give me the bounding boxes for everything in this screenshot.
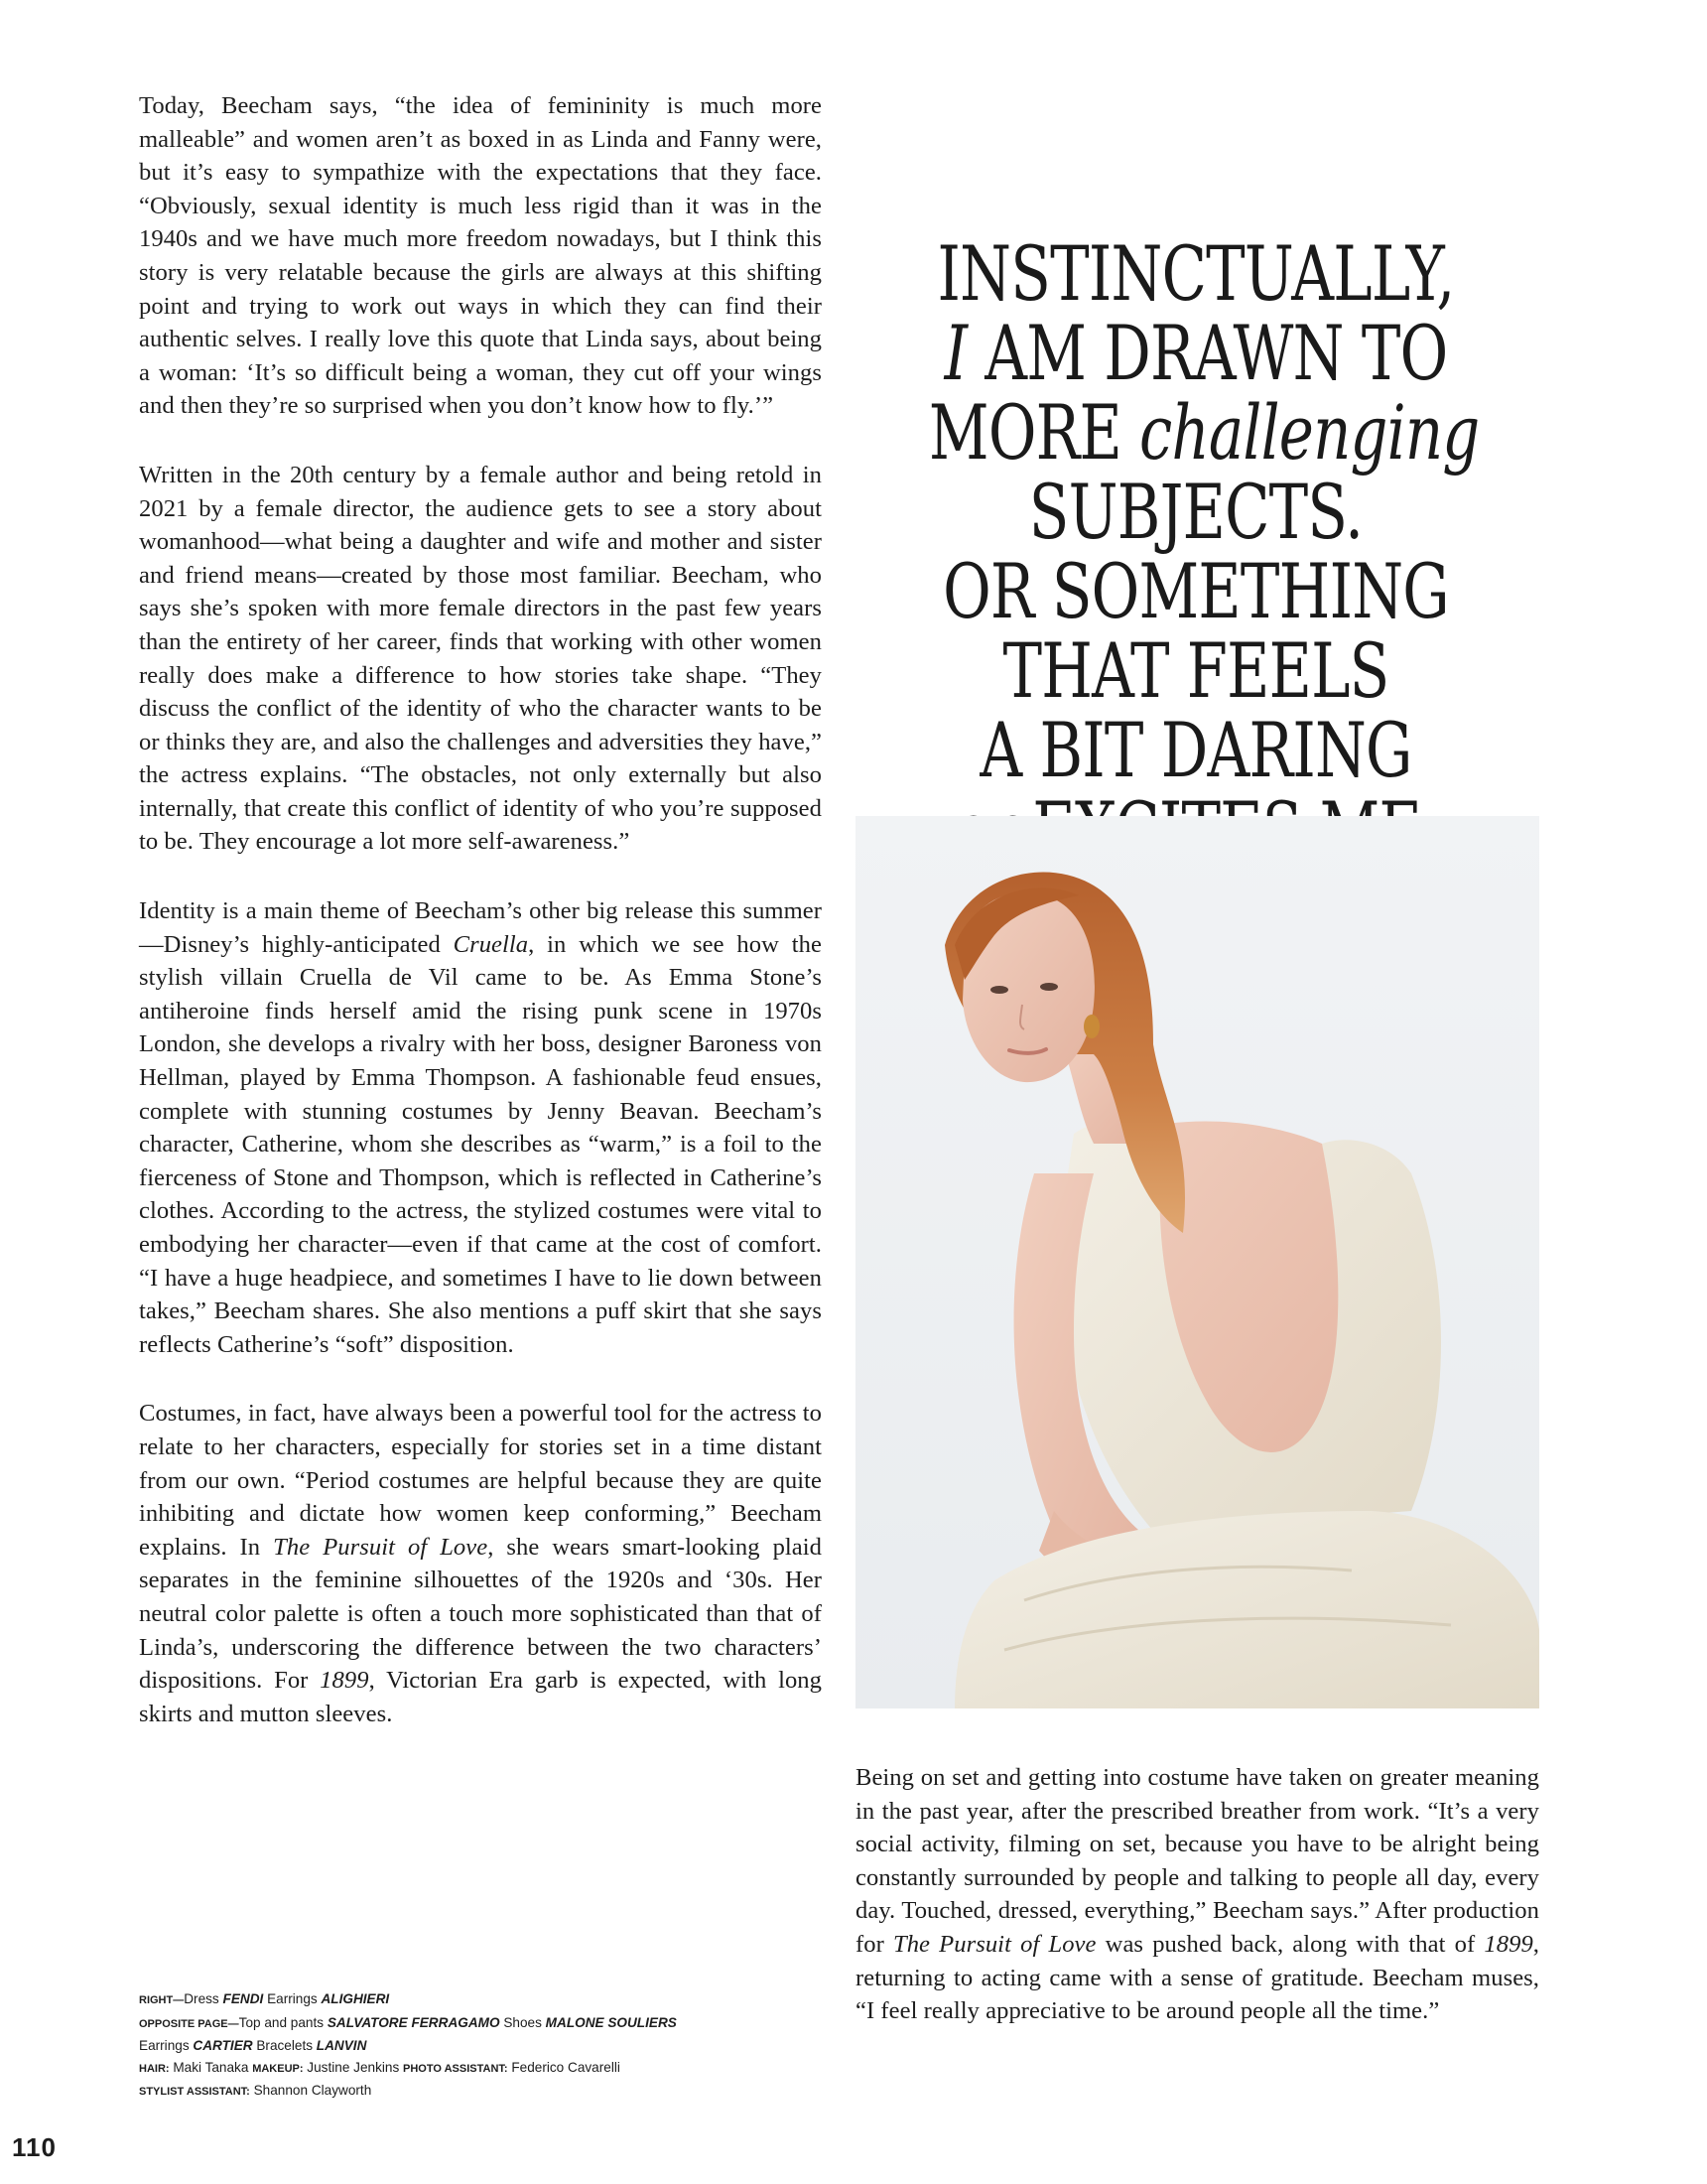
photo-credits <box>139 1988 774 2104</box>
pull-quote <box>928 229 1480 870</box>
credit-line: STYLIST ASSISTANT: Shannon Clayworth <box>139 2083 372 2098</box>
credit-line: OPPOSITE PAGE—Top and pants SALVATORE FERRAGAMO Shoes MALONE SOULIERS <box>139 2014 677 2030</box>
article-paragraph: Today, Beecham says, “the idea of femininity is much more malleable” and women aren’t as boxed in as Linda and Fanny were, but it’s easy to sympathize with the expectations that they face. “Obviously, sexual identity is much less rigid than it was in the 1940s and we have much more freedom nowadays, but I think this story is very relatable because the girls are always at this shifting point and trying to work out ways in which they can find their authentic selves. I really love this quote that Linda says, about being a woman: ‘It’s so difficult being a woman, they cut off your wings and then they’re so surprised when you don’t know how to fly.’” <box>139 92 822 420</box>
paragraph-text: Identity is a main theme of Beecham’s other big release this summer—Disney’s highly-anticipated <box>139 897 822 958</box>
paragraph-text: Being on set and getting into costume have taken on greater meaning in the past year, after the prescribed breather from work. “It’s a very social activity, filming on set, because you have to be alright being constantly surrounded by people and talking to people all day, every day. Touched, dressed, everything,” Beecham says.” After production for <box>855 1764 1539 1958</box>
article-paragraph <box>139 894 822 1361</box>
paragraph-text: Costumes, in fact, have always been a powerful tool for the actress to relate to her characters, especially for stories set in a time distant from our own. “Period costumes are helpful because they are quite inhibiting and dictate how women keep conforming,” Beecham explains. In <box>139 1400 822 1561</box>
pull-quote-line: INSTINCTUALLY, <box>937 229 1455 318</box>
paragraph-text: , she wears smart-looking plaid separates in the feminine silhouettes of the 1920s and ‘30s. Her neutral color palette is often a touch more sophisticated than that of Linda’s, underscoring the difference between the two characters’ dispositions. For <box>139 1533 823 1695</box>
film-title-pursuit-of-love: The Pursuit of Love <box>273 1533 488 1561</box>
credit-line: HAIR: Maki Tanaka MAKEUP: Justine Jenkins PHOTO ASSISTANT: Federico Cavarelli <box>139 2059 620 2075</box>
credit-line: RIGHT—Dress FENDI Earrings ALIGHIERI <box>139 1991 390 2006</box>
film-title-cruella: Cruella <box>453 930 529 958</box>
pull-quote-line: SUBJECTS. <box>1028 468 1364 556</box>
credit-line: Earrings CARTIER Bracelets LANVIN <box>139 2038 367 2053</box>
page-number: 110 <box>12 2132 57 2162</box>
article-left-column <box>139 89 822 1766</box>
portrait-photo <box>855 816 1539 1708</box>
article-paragraph <box>855 1761 1539 2028</box>
article-paragraph <box>139 1397 822 1730</box>
pull-quote-line: A BIT DARING <box>980 706 1412 794</box>
film-title-pursuit-of-love: The Pursuit of Love <box>892 1930 1097 1958</box>
paragraph-text: , Victorian Era garb is expected, with long skirts and mutton sleeves. <box>139 1667 822 1727</box>
pull-quote-line: OR SOMETHING <box>943 547 1449 635</box>
pull-quote-line: I AM DRAWN TO <box>944 309 1448 397</box>
paragraph-text: was pushed back, along with that of <box>1096 1930 1485 1958</box>
article-paragraph: Written in the 20th century by a female author and being retold in 2021 by a female director, the audience gets to see a story about womanhood—what being a daughter and wife and mother and sister and friend means—created by those most familiar. Beecham, who says she’s spoken with more female directors in the past few years than the entirety of her career, finds that working with other women really does make a difference to how stories take shape. “They discuss the conflict of the identity of who the character wants to be or thinks they are, and also the challenges and adversities they have,” the actress explains. “The obstacles, not only externally but also internally, that create this conflict of identity of who you’re supposed to be. They encourage a lot more self-awareness.” <box>139 461 822 856</box>
portrait-illustration <box>855 816 1539 1708</box>
pull-quote-line: THAT FEELS <box>1002 626 1389 715</box>
paragraph-text: , returning to acting came with a sense of gratitude. Beecham muses, “I feel really appreciative to be around people all the time.” <box>855 1930 1539 2025</box>
film-title-1899: 1899 <box>320 1667 369 1695</box>
paragraph-text: , in which we see how the stylish villain Cruella de Vil came to be. As Emma Stone’s antiheroine finds herself amid the rising punk scene in 1970s London, she develops a rivalry with her boss, designer Baroness von Hellman, played by Emma Thompson. A fashionable feud ensues, complete with stunning costumes by Jenny Beavan. Beecham’s character, Catherine, whom she describes as “warm,” is a foil to the fierceness of Stone and Thompson, which is reflected in Catherine’s clothes. According to the actress, the stylized costumes were vital to embodying her character—even if that came at the cost of comfort. “I have a huge headpiece, and sometimes I have to lie down between takes,” Beecham shares. She also mentions a puff skirt that she says reflects Catherine’s “soft” disposition. <box>139 930 822 1358</box>
film-title-1899: 1899 <box>1484 1930 1533 1958</box>
pull-quote-line: MORE challenging <box>928 388 1480 477</box>
article-right-column <box>855 1761 1539 2064</box>
